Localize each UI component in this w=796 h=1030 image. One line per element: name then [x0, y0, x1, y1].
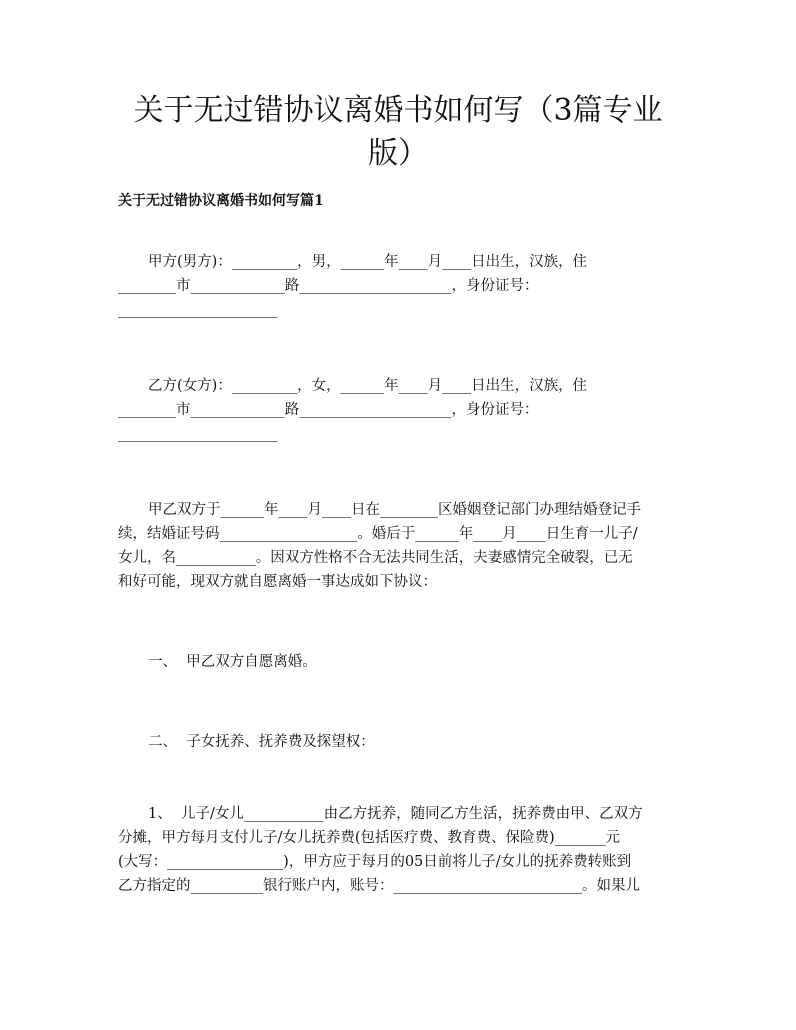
- party-b-line: ________市_____________路_____________________，身份证号：: [118, 402, 539, 418]
- clause-2-1-line: 乙方指定的__________银行账户内，账号：__________________________。如果儿: [118, 878, 640, 894]
- clause-2-1-line: 1、 儿子/女儿___________由乙方抚养，随同乙方生活，抚养费由甲、乙双方: [148, 806, 643, 822]
- clause-2-1-line: 分摊，甲方每月支付儿子/女儿抚养费(包括医疗费、教育费、保险费)_______元: [118, 830, 620, 846]
- intro-line: 女儿，名___________。因双方性格不合无法共同生活，夫妻感情完全破裂，已无: [118, 550, 633, 566]
- clause-2: 二、 子女抚养、抚养费及探望权：: [148, 734, 375, 750]
- section-heading: 关于无过错协议离婚书如何写篇1: [118, 193, 324, 209]
- party-b-line: 乙方(女方)：_________，女，______年____月____日出生，汉族，住: [148, 378, 588, 394]
- document-title-line-1: 关于无过错协议离婚书如何写（3篇专业: [133, 93, 663, 128]
- clause-1: 一、 甲乙双方自愿离婚。: [148, 654, 317, 670]
- intro-line: 甲乙双方于______年____月____日在________区婚姻登记部门办理结婚登记手: [148, 502, 641, 518]
- party-a-line: ________市_____________路_____________________，身份证号：: [118, 278, 539, 294]
- document-title-line-2: 版）: [368, 136, 428, 171]
- intro-line: 续，结婚证号码___________________。婚后于______年____月____日生育一儿子/: [118, 526, 638, 542]
- intro-line: 和好可能，现双方就自愿离婚一事达成如下协议：: [118, 574, 437, 590]
- party-b-line: ______________________: [118, 426, 278, 442]
- clause-2-1-line: (大写：________________)，甲方应于每月的05日前将儿子/女儿的抚养费转账到: [118, 854, 632, 870]
- party-a-line: 甲方(男方)：_________，男，______年____月____日出生，汉族，住: [148, 254, 588, 270]
- party-a-line: ______________________: [118, 302, 278, 318]
